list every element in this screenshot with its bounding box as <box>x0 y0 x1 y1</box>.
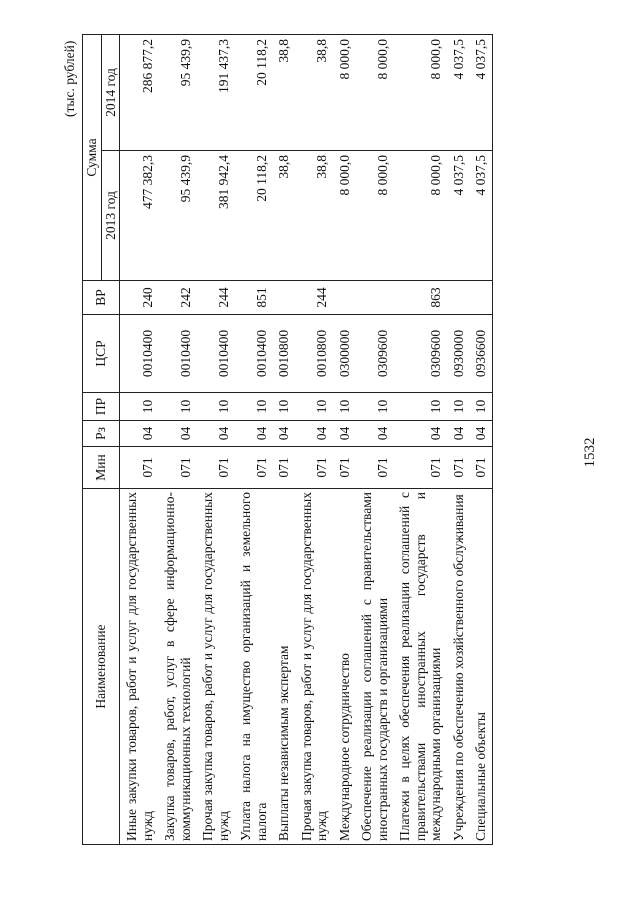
row-pr: 10 <box>355 393 393 421</box>
row-rz: 04 <box>272 421 295 447</box>
row-name: Прочая закупка товаров, работ и услуг для государственных нужд <box>295 489 333 845</box>
row-csr: 0010400 <box>196 315 234 393</box>
table-row <box>355 34 393 844</box>
row-amount-2014: 95 439,9 <box>158 34 196 150</box>
row-name: Прочая закупка товаров, работ и услуг для государственных нужд <box>196 489 234 845</box>
table-row <box>234 34 272 844</box>
table-row <box>333 34 356 844</box>
row-min: 071 <box>333 447 356 489</box>
table-row <box>447 34 470 844</box>
row-amount-2014: 191 437,3 <box>196 34 234 150</box>
row-amount-2014: 20 118,2 <box>234 34 272 150</box>
row-pr: 10 <box>393 393 447 421</box>
row-min: 071 <box>234 447 272 489</box>
row-amount-2014: 4 037,5 <box>447 34 470 150</box>
row-amount-2013: 381 942,4 <box>196 151 234 281</box>
row-vr: 244 <box>295 281 333 315</box>
row-vr: 242 <box>158 281 196 315</box>
row-csr: 0010800 <box>295 315 333 393</box>
header-vr: ВР <box>83 281 120 315</box>
row-name: Иные закупки товаров, работ и услуг для государственных нужд <box>120 489 159 845</box>
row-pr: 10 <box>469 393 492 421</box>
row-amount-2013: 8 000,0 <box>333 151 356 281</box>
row-csr: 0010800 <box>272 315 295 393</box>
row-amount-2014: 38,8 <box>272 34 295 150</box>
row-rz: 04 <box>120 421 159 447</box>
row-csr: 0300000 <box>333 315 356 393</box>
row-name: Обеспечение реализации соглашений с правительствами иностранных государств и организациями <box>355 489 393 845</box>
table-row <box>393 34 447 844</box>
row-csr: 0309600 <box>355 315 393 393</box>
table-row <box>196 34 234 844</box>
row-vr <box>333 281 356 315</box>
row-pr: 10 <box>333 393 356 421</box>
row-pr: 10 <box>196 393 234 421</box>
row-vr <box>469 281 492 315</box>
row-rz: 04 <box>447 421 470 447</box>
budget-table <box>82 34 493 845</box>
row-rz: 04 <box>469 421 492 447</box>
header-year-2013: 2013 год <box>101 151 120 281</box>
row-amount-2014: 8 000,0 <box>333 34 356 150</box>
row-amount-2013: 4 037,5 <box>447 151 470 281</box>
table-row <box>469 34 492 844</box>
row-amount-2014: 4 037,5 <box>469 34 492 150</box>
row-amount-2014: 38,8 <box>295 34 333 150</box>
row-vr: 244 <box>196 281 234 315</box>
page-number: 1532 <box>582 437 598 468</box>
header-min: Мин <box>83 447 120 489</box>
row-min: 071 <box>447 447 470 489</box>
row-amount-2013: 95 439,9 <box>158 151 196 281</box>
row-csr: 0930000 <box>447 315 470 393</box>
header-sum: Сумма <box>83 34 102 280</box>
row-pr: 10 <box>447 393 470 421</box>
table-row <box>158 34 196 844</box>
row-csr: 0010400 <box>158 315 196 393</box>
row-csr: 0010400 <box>234 315 272 393</box>
units-note: (тыс. рублей) <box>62 40 77 117</box>
row-amount-2013: 8 000,0 <box>393 151 447 281</box>
table-row <box>272 34 295 844</box>
row-amount-2014: 286 877,2 <box>120 34 159 150</box>
row-rz: 04 <box>158 421 196 447</box>
row-amount-2013: 38,8 <box>272 151 295 281</box>
row-min: 071 <box>393 447 447 489</box>
row-vr: 851 <box>234 281 272 315</box>
row-csr: 0936600 <box>469 315 492 393</box>
row-vr <box>355 281 393 315</box>
row-rz: 04 <box>295 421 333 447</box>
row-csr: 0309600 <box>393 315 447 393</box>
header-rz: Рз <box>83 421 120 447</box>
row-pr: 10 <box>234 393 272 421</box>
header-csr: ЦСР <box>83 315 120 393</box>
row-vr: 240 <box>120 281 159 315</box>
row-amount-2014: 8 000,0 <box>355 34 393 150</box>
row-vr: 863 <box>393 281 447 315</box>
row-min: 071 <box>196 447 234 489</box>
row-pr: 10 <box>158 393 196 421</box>
row-rz: 04 <box>333 421 356 447</box>
row-rz: 04 <box>355 421 393 447</box>
row-name: Специальные объекты <box>469 489 492 845</box>
row-min: 071 <box>272 447 295 489</box>
table-row <box>295 34 333 844</box>
row-min: 071 <box>120 447 159 489</box>
header-year-2014: 2014 год <box>101 34 120 150</box>
row-min: 071 <box>355 447 393 489</box>
row-vr <box>272 281 295 315</box>
row-csr: 0010400 <box>120 315 159 393</box>
row-vr <box>447 281 470 315</box>
row-amount-2014: 8 000,0 <box>393 34 447 150</box>
row-pr: 10 <box>272 393 295 421</box>
header-name: Наименование <box>83 489 120 845</box>
row-name: Международное сотрудничество <box>333 489 356 845</box>
row-rz: 04 <box>393 421 447 447</box>
row-pr: 10 <box>295 393 333 421</box>
row-pr: 10 <box>120 393 159 421</box>
row-min: 071 <box>469 447 492 489</box>
row-name: Уплата налога на имущество организаций и земельного налога <box>234 489 272 845</box>
row-amount-2013: 20 118,2 <box>234 151 272 281</box>
row-rz: 04 <box>234 421 272 447</box>
row-min: 071 <box>158 447 196 489</box>
row-name: Выплаты независимым экспертам <box>272 489 295 845</box>
row-name: Закупка товаров, работ, услуг в сфере информационно-коммуникационных технологий <box>158 489 196 845</box>
row-name: Учреждения по обеспечению хозяйственного обслуживания <box>447 489 470 845</box>
row-amount-2013: 4 037,5 <box>469 151 492 281</box>
row-amount-2013: 8 000,0 <box>355 151 393 281</box>
row-rz: 04 <box>196 421 234 447</box>
row-min: 071 <box>295 447 333 489</box>
header-pr: ПР <box>83 393 120 421</box>
row-amount-2013: 477 382,3 <box>120 151 159 281</box>
row-name: Платежи в целях обеспечения реализации соглашений с правительствами иностранных государств и международными организациями <box>393 489 447 845</box>
table-row <box>120 34 159 844</box>
row-amount-2013: 38,8 <box>295 151 333 281</box>
